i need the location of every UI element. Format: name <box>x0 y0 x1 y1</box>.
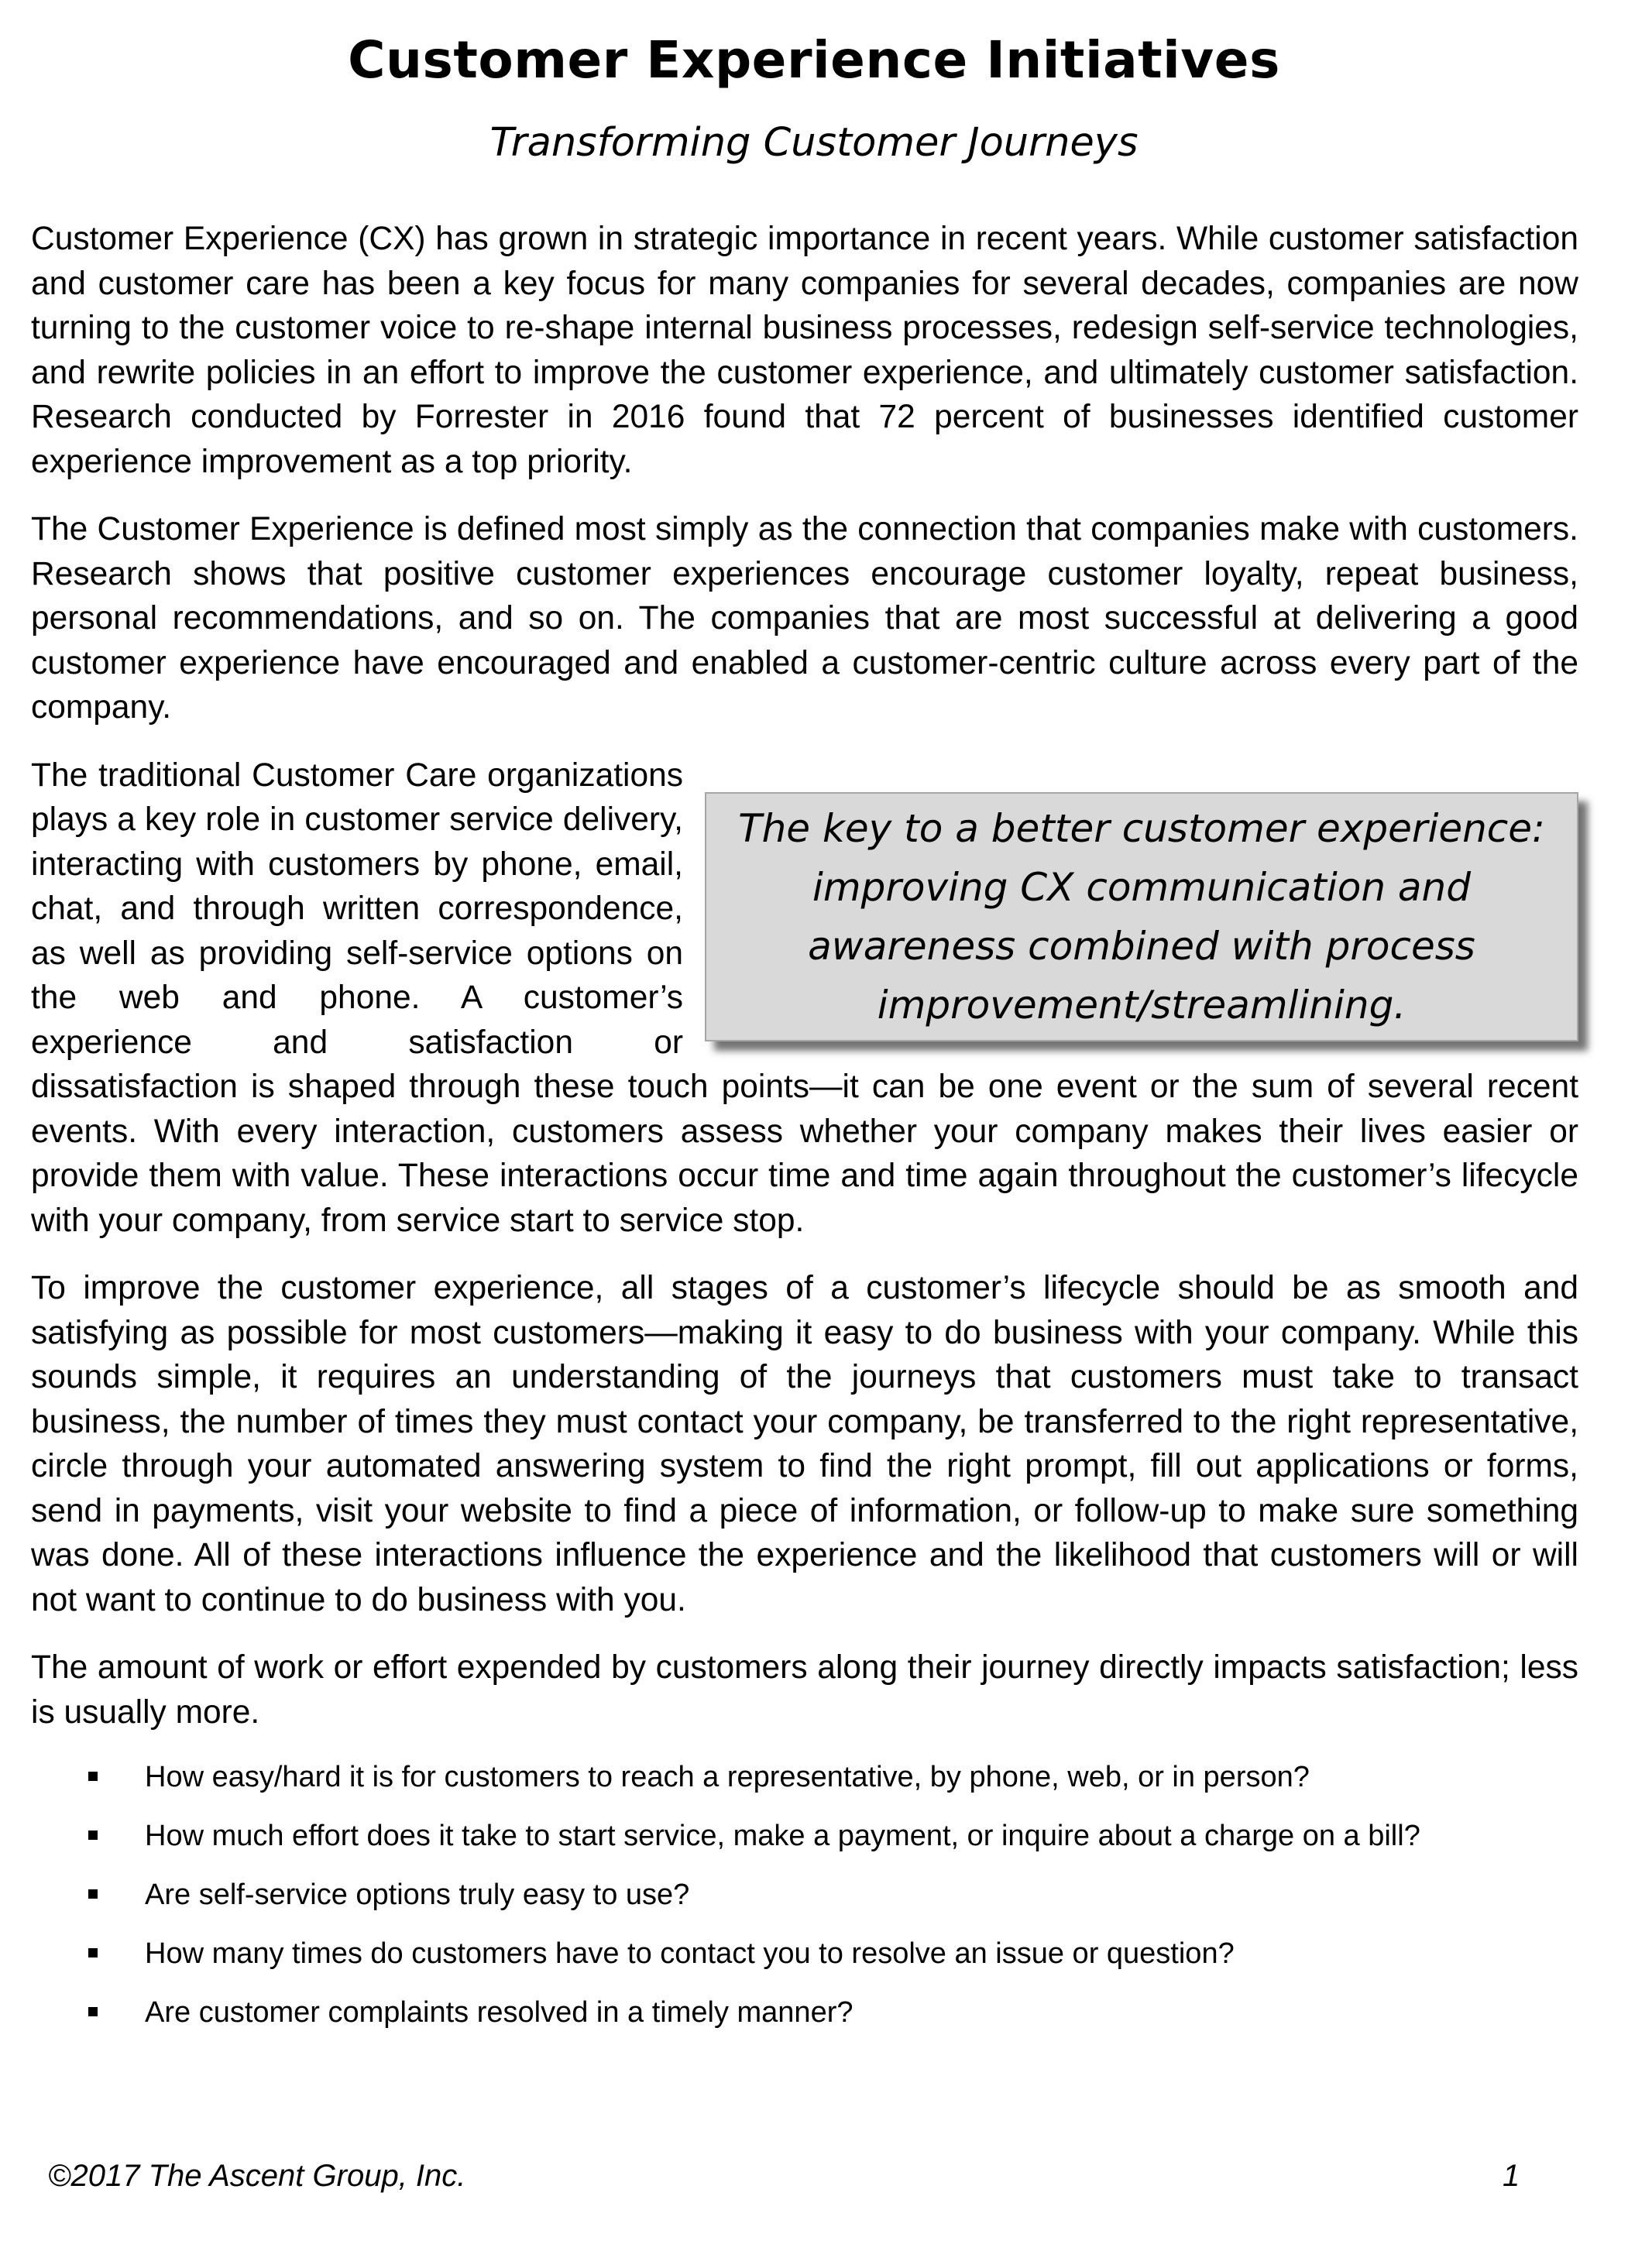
list-item-text: How much effort does it take to start service, make a payment, or inquire about a charge on a bill? <box>145 1820 1420 1852</box>
page-subtitle: Transforming Customer Journeys <box>489 120 1139 166</box>
paragraph-effort: The amount of work or effort expended by customers along their journey directly impacts satisfaction; less is usually more. <box>31 1649 1578 1731</box>
list-item <box>88 1993 1578 2032</box>
page-number: 1 <box>1503 2159 1520 2193</box>
bullet-square-icon <box>88 1831 98 1840</box>
list-item-text: How many times do customers have to contact you to resolve an issue or question? <box>145 1937 1235 1970</box>
paragraph-lifecycle: To improve the customer experience, all stages of a customer’s lifecycle should be as smooth and satisfying as possible for most customers—making it easy to do business with your company. While this sounds simple, it requires an understanding of the journeys that customers must take to transact business, the number of times they must contact your company, be transferred to the right representative, circle through your automated answering system to find the right prompt, fill out applications or forms, send in payments, visit your website to find a piece of information, or follow-up to make sure something was done. All of these interactions influence the experience and the likelihood that customers will or will not want to continue to do business with you. <box>31 1270 1578 1618</box>
list-item-text: How easy/hard it is for customers to reach a representative, by phone, web, or in person? <box>145 1761 1310 1793</box>
bullet-square-icon <box>88 2007 98 2016</box>
bullet-square-icon <box>88 1889 98 1899</box>
bullet-square-icon <box>88 1772 98 1781</box>
paragraph-cx-importance: Customer Experience (CX) has grown in strategic importance in recent years. While customer satisfaction and customer care has been a key focus for many companies for several decades, companies are now turning to the customer voice to re-shape internal business processes, redesign self-service technologies, and rewrite policies in an effort to improve the customer experience, and ultimately customer satisfaction. Research conducted by Forrester in 2016 found that 72 percent of businesses identified customer experience improvement as a top priority. <box>31 221 1578 480</box>
list-item-text: Are customer complaints resolved in a timely manner? <box>145 1996 853 2029</box>
paragraph-cx-definition: The Customer Experience is defined most simply as the connection that companies make with customers. Research shows that positive customer experiences encourage customer loyalty, repeat business, personal recommendations, and so on. The companies that are most successful at delivering a good customer experience have encouraged and enabled a customer-centric culture across every part of the company. <box>31 511 1578 726</box>
paragraph-customer-care: The traditional Customer Care organizations plays a key role in customer service delivery, interacting with customers by phone, email, chat, and through written correspondence, as well as providing self-service options on the web and phone. A customer’s experience and satisfaction or dissatisfaction is shaped through these touch points—it can be one event or the sum of several recent events. With every interaction, customers assess whether your company makes their lives easier or provide them with value. These interactions occur time and time again throughout the customer’s lifecycle with your company, from service start to service stop. <box>31 757 1578 1239</box>
list-item <box>88 1758 1578 1796</box>
bullet-square-icon <box>88 1948 98 1957</box>
list-item-text: Are self-service options truly easy to use? <box>145 1879 690 1911</box>
callout-box <box>705 792 1578 1041</box>
list-item <box>88 1875 1578 1914</box>
list-item <box>88 1817 1578 1855</box>
page-title: Customer Experience Initiatives <box>348 30 1280 90</box>
footer-copyright: ©2017 The Ascent Group, Inc. <box>48 2159 466 2193</box>
list-item <box>88 1934 1578 1973</box>
document-body <box>31 217 1578 2052</box>
question-list <box>31 1758 1578 2032</box>
callout-text: The key to a better customer experience: improving CX communication and awareness combined with process improvement/streamlining. <box>738 805 1545 1028</box>
